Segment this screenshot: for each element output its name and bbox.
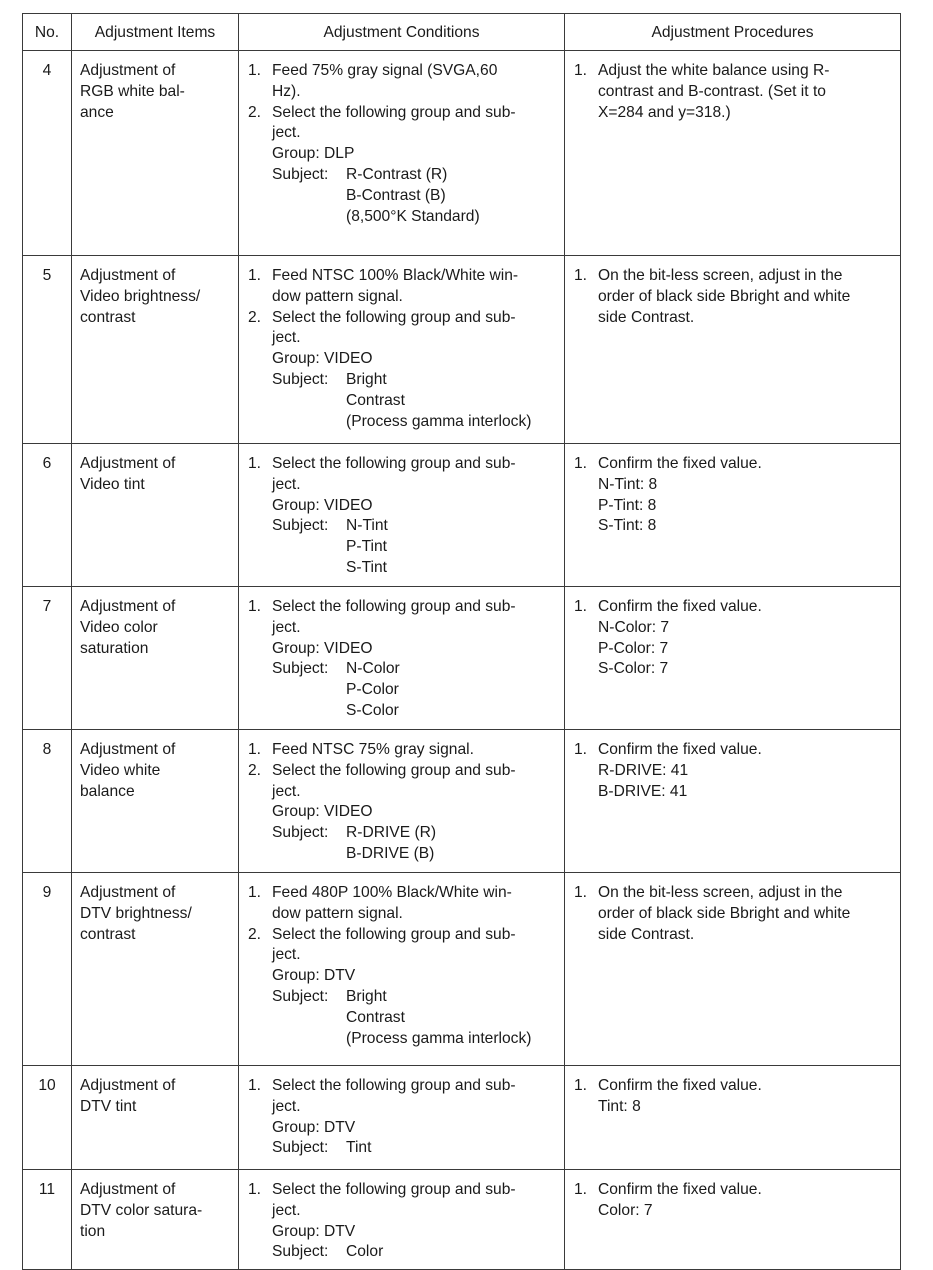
table-body — [23, 51, 901, 1270]
condition-step — [248, 740, 558, 761]
condition-subject-line — [248, 370, 558, 391]
procedure-step — [574, 883, 894, 904]
adjustment-item-cell — [72, 256, 239, 444]
condition-subject-line — [248, 1242, 558, 1263]
condition-subject-label: Subject: — [272, 824, 329, 842]
condition-subject-line — [248, 516, 558, 537]
adjustment-table — [22, 13, 901, 1270]
row-number: 10 — [23, 1066, 72, 1170]
adjustment-item-line: Adjustment of — [80, 884, 176, 901]
adjustment-procedures-cell — [565, 587, 901, 730]
procedure-step-continuation: side Contrast. — [598, 925, 695, 943]
row-number: 4 — [23, 51, 72, 256]
procedure-fixed-value: P-Color: 7 — [598, 639, 669, 657]
condition-step-number: 1. — [248, 267, 262, 284]
condition-step-text: Select the following group and sub- — [272, 103, 516, 121]
condition-step-text: Select the following group and sub- — [272, 1077, 516, 1094]
condition-step-text: Select the following group and sub- — [272, 455, 516, 472]
adjustment-conditions-cell — [239, 256, 565, 444]
condition-step — [248, 1076, 558, 1097]
procedure-step-text: On the bit-less screen, adjust in the — [598, 267, 843, 284]
adjustment-item-line: Adjustment of — [80, 1181, 176, 1198]
adjustment-item-line: Video brightness/ — [80, 287, 201, 305]
condition-subject-line — [248, 659, 558, 680]
header-adjustment-conditions: Adjustment Conditions — [239, 14, 565, 51]
condition-step — [248, 308, 558, 329]
condition-step-number: 1. — [248, 455, 262, 472]
procedure-step-continuation: order of black side Bbright and white — [598, 904, 851, 922]
adjustment-item-line: Video white — [80, 761, 161, 779]
table-row — [23, 873, 901, 1066]
row-number: 7 — [23, 587, 72, 730]
procedure-step-number: 1. — [574, 884, 588, 901]
adjustment-item-cell — [72, 1066, 239, 1170]
procedure-step-continuation: X=284 and y=318.) — [598, 103, 731, 121]
adjustment-item-line: RGB white bal- — [80, 82, 185, 100]
condition-step — [248, 266, 558, 287]
procedure-step-text: Confirm the fixed value. — [598, 1077, 762, 1094]
condition-subject-value: R-DRIVE (R) — [346, 824, 437, 842]
condition-subject-line — [248, 1138, 558, 1159]
condition-subject-label: Subject: — [272, 165, 329, 183]
adjustment-procedures-cell — [565, 444, 901, 587]
procedure-fixed-value: S-Tint: 8 — [598, 517, 657, 535]
condition-step — [248, 454, 558, 475]
condition-step-text: Select the following group and sub- — [272, 1181, 516, 1198]
condition-subject-value: P-Tint — [346, 538, 388, 556]
condition-subject-label: Subject: — [272, 987, 329, 1005]
condition-step-text: Select the following group and sub- — [272, 761, 516, 779]
row-number: 8 — [23, 730, 72, 873]
condition-group: Group: DTV — [272, 1118, 356, 1136]
procedure-step — [574, 1180, 894, 1201]
condition-subject-label: Subject: — [272, 1139, 329, 1157]
row-number: 5 — [23, 256, 72, 444]
condition-step-number: 1. — [248, 741, 262, 758]
adjustment-conditions-cell — [239, 1066, 565, 1170]
adjustment-procedures-cell — [565, 51, 901, 256]
adjustment-procedures-cell — [565, 873, 901, 1066]
adjustment-conditions-cell — [239, 873, 565, 1066]
condition-step-text: Feed NTSC 75% gray signal. — [272, 741, 474, 758]
adjustment-item-line: Adjustment of — [80, 1077, 176, 1094]
condition-step-continuation: Hz). — [272, 82, 301, 100]
adjustment-item-line: tion — [80, 1222, 106, 1240]
adjustment-item-line: DTV color satura- — [80, 1201, 203, 1219]
adjustment-item-cell — [72, 587, 239, 730]
adjustment-item-line: Adjustment of — [80, 267, 176, 284]
condition-step-number: 2. — [248, 761, 262, 779]
condition-step-continuation: ject. — [272, 1097, 301, 1115]
condition-subject-value: (Process gamma interlock) — [346, 1029, 532, 1047]
condition-step — [248, 103, 558, 124]
condition-group: Group: DTV — [272, 967, 356, 985]
adjustment-item-line: Adjustment of — [80, 62, 176, 79]
condition-subject-line — [248, 165, 558, 186]
procedure-step — [574, 266, 894, 287]
adjustment-item-line: contrast — [80, 308, 136, 326]
condition-step-text: Feed NTSC 100% Black/White win- — [272, 267, 519, 284]
condition-subject-label: Subject: — [272, 517, 329, 535]
procedure-fixed-value: B-DRIVE: 41 — [598, 782, 688, 800]
condition-step-number: 1. — [248, 62, 262, 79]
condition-subject-value: N-Tint — [346, 517, 388, 535]
condition-subject-value: Bright — [346, 370, 387, 388]
condition-subject-value: S-Tint — [346, 558, 388, 576]
procedure-step — [574, 61, 894, 82]
adjustment-procedures-cell — [565, 730, 901, 873]
procedure-fixed-value: N-Color: 7 — [598, 618, 670, 636]
condition-group: Group: DTV — [272, 1222, 356, 1240]
table-row — [23, 1170, 901, 1270]
condition-step-continuation: ject. — [272, 475, 301, 493]
adjustment-procedures-cell — [565, 256, 901, 444]
adjustment-conditions-cell — [239, 587, 565, 730]
table-row — [23, 587, 901, 730]
condition-step-number: 2. — [248, 103, 262, 121]
condition-step-continuation: dow pattern signal. — [272, 904, 403, 922]
condition-subject-value: B-Contrast (B) — [346, 186, 446, 204]
procedure-step-text: Confirm the fixed value. — [598, 1181, 762, 1198]
procedure-step-number: 1. — [574, 741, 588, 758]
condition-step-number: 2. — [248, 308, 262, 326]
condition-subject-value: B-DRIVE (B) — [346, 844, 435, 862]
adjustment-conditions-cell — [239, 1170, 565, 1270]
condition-step-continuation: ject. — [272, 124, 301, 142]
adjustment-item-cell — [72, 873, 239, 1066]
condition-step-continuation: ject. — [272, 1201, 301, 1219]
adjustment-item-cell — [72, 51, 239, 256]
condition-step-number: 1. — [248, 1181, 262, 1198]
condition-step-continuation: ject. — [272, 782, 301, 800]
adjustment-conditions-cell — [239, 730, 565, 873]
table-row — [23, 444, 901, 587]
condition-step-number: 1. — [248, 884, 262, 901]
condition-step-continuation: dow pattern signal. — [272, 287, 403, 305]
condition-group: Group: VIDEO — [272, 496, 373, 514]
condition-step-text: Select the following group and sub- — [272, 925, 516, 943]
condition-step — [248, 761, 558, 782]
procedure-fixed-value: N-Tint: 8 — [598, 475, 658, 493]
condition-subject-label: Subject: — [272, 370, 329, 388]
row-number: 11 — [23, 1170, 72, 1270]
procedure-step-number: 1. — [574, 598, 588, 615]
condition-step — [248, 61, 558, 82]
adjustment-procedures-cell — [565, 1170, 901, 1270]
adjustment-item-line: DTV brightness/ — [80, 904, 192, 922]
adjustment-item-line: Adjustment of — [80, 455, 176, 472]
adjustment-item-cell — [72, 1170, 239, 1270]
condition-step-continuation: ject. — [272, 329, 301, 347]
condition-subject-value: P-Color — [346, 681, 399, 699]
procedure-fixed-value: P-Tint: 8 — [598, 496, 657, 514]
condition-subject-line — [248, 987, 558, 1008]
procedure-fixed-value: Color: 7 — [598, 1201, 653, 1219]
adjustment-procedures-cell — [565, 1066, 901, 1170]
condition-step-text: Select the following group and sub- — [272, 308, 516, 326]
condition-subject-line — [248, 823, 558, 844]
procedure-step-text: Confirm the fixed value. — [598, 455, 762, 472]
condition-step — [248, 1180, 558, 1201]
table-row — [23, 256, 901, 444]
adjustment-item-line: DTV tint — [80, 1097, 137, 1115]
header-adjustment-items: Adjustment Items — [72, 14, 239, 51]
condition-step — [248, 883, 558, 904]
procedure-step-text: On the bit-less screen, adjust in the — [598, 884, 843, 901]
condition-subject-value: Contrast — [346, 1008, 405, 1026]
adjustment-item-cell — [72, 444, 239, 587]
condition-subject-value: (Process gamma interlock) — [346, 412, 532, 430]
condition-group: Group: VIDEO — [272, 803, 373, 821]
procedure-step — [574, 597, 894, 618]
condition-subject-value: Tint — [346, 1139, 372, 1157]
condition-subject-value: Contrast — [346, 391, 405, 409]
procedure-fixed-value: Tint: 8 — [598, 1097, 641, 1115]
adjustment-item-line: Adjustment of — [80, 741, 176, 758]
condition-subject-value: Color — [346, 1243, 384, 1261]
condition-subject-value: R-Contrast (R) — [346, 165, 448, 183]
procedure-step-text: Confirm the fixed value. — [598, 598, 762, 615]
procedure-step-number: 1. — [574, 62, 588, 79]
procedure-step — [574, 740, 894, 761]
condition-step-number: 2. — [248, 925, 262, 943]
condition-group: Group: DLP — [272, 145, 355, 163]
condition-subject-label: Subject: — [272, 660, 329, 678]
procedure-step-text: Adjust the white balance using R- — [598, 62, 830, 79]
header-adjustment-procedures: Adjustment Procedures — [565, 14, 901, 51]
condition-subject-label: Subject: — [272, 1243, 329, 1261]
procedure-step-continuation: side Contrast. — [598, 308, 695, 326]
condition-step-continuation: ject. — [272, 618, 301, 636]
table-header-row — [23, 14, 901, 51]
procedure-step-number: 1. — [574, 1077, 588, 1094]
condition-subject-value: S-Color — [346, 701, 399, 719]
procedure-fixed-value: S-Color: 7 — [598, 660, 669, 678]
adjustment-item-line: saturation — [80, 639, 149, 657]
condition-step-continuation: ject. — [272, 946, 301, 964]
procedure-step-number: 1. — [574, 267, 588, 284]
condition-group: Group: VIDEO — [272, 350, 373, 368]
adjustment-table-container — [22, 13, 900, 1270]
row-number: 6 — [23, 444, 72, 587]
condition-group: Group: VIDEO — [272, 639, 373, 657]
procedure-fixed-value: R-DRIVE: 41 — [598, 761, 689, 779]
procedure-step — [574, 1076, 894, 1097]
adjustment-conditions-cell — [239, 444, 565, 587]
adjustment-conditions-cell — [239, 51, 565, 256]
adjustment-item-line: Video color — [80, 618, 158, 636]
condition-step-text: Feed 480P 100% Black/White win- — [272, 884, 512, 901]
procedure-step-text: Confirm the fixed value. — [598, 741, 762, 758]
adjustment-item-line: balance — [80, 782, 135, 800]
condition-step-text: Feed 75% gray signal (SVGA,60 — [272, 62, 498, 79]
adjustment-item-line: ance — [80, 103, 114, 121]
procedure-step — [574, 454, 894, 475]
procedure-step-continuation: order of black side Bbright and white — [598, 287, 851, 305]
table-row — [23, 730, 901, 873]
table-row — [23, 51, 901, 256]
table-row — [23, 1066, 901, 1170]
adjustment-item-cell — [72, 730, 239, 873]
condition-step — [248, 597, 558, 618]
condition-step-number: 1. — [248, 1077, 262, 1094]
condition-subject-value: Bright — [346, 987, 387, 1005]
adjustment-item-line: contrast — [80, 925, 136, 943]
condition-subject-value: (8,500°K Standard) — [346, 207, 480, 225]
condition-step — [248, 925, 558, 946]
adjustment-item-line: Video tint — [80, 475, 145, 493]
procedure-step-number: 1. — [574, 1181, 588, 1198]
row-number: 9 — [23, 873, 72, 1066]
condition-step-text: Select the following group and sub- — [272, 598, 516, 615]
procedure-step-number: 1. — [574, 455, 588, 472]
procedure-step-continuation: contrast and B-contrast. (Set it to — [598, 82, 826, 100]
condition-subject-value: N-Color — [346, 660, 400, 678]
condition-step-number: 1. — [248, 598, 262, 615]
adjustment-item-line: Adjustment of — [80, 598, 176, 615]
header-no: No. — [23, 14, 72, 51]
